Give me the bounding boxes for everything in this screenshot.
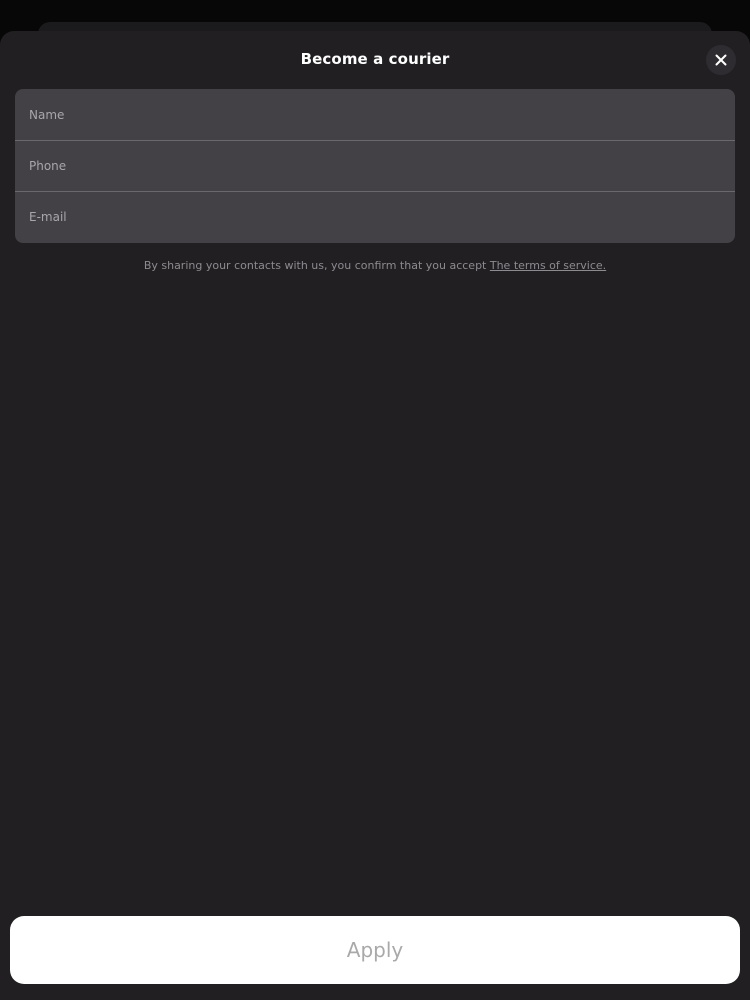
contact-form [15, 89, 735, 243]
apply-button[interactable]: Apply [10, 916, 740, 984]
email-field-row [15, 191, 735, 242]
consent-message: By sharing your contacts with us, you confirm that you accept [143, 259, 490, 272]
courier-signup-sheet [0, 31, 750, 1000]
name-input[interactable] [15, 89, 735, 140]
terms-of-service-link[interactable]: The terms of service. [489, 259, 607, 272]
name-field-row [15, 89, 735, 140]
email-input[interactable] [15, 192, 735, 242]
phone-field-row [15, 140, 735, 191]
consent-text [0, 259, 750, 272]
close-button[interactable] [706, 45, 736, 75]
close-icon [715, 54, 727, 66]
sheet-title: Become a courier [300, 50, 450, 68]
phone-input[interactable] [15, 141, 735, 191]
